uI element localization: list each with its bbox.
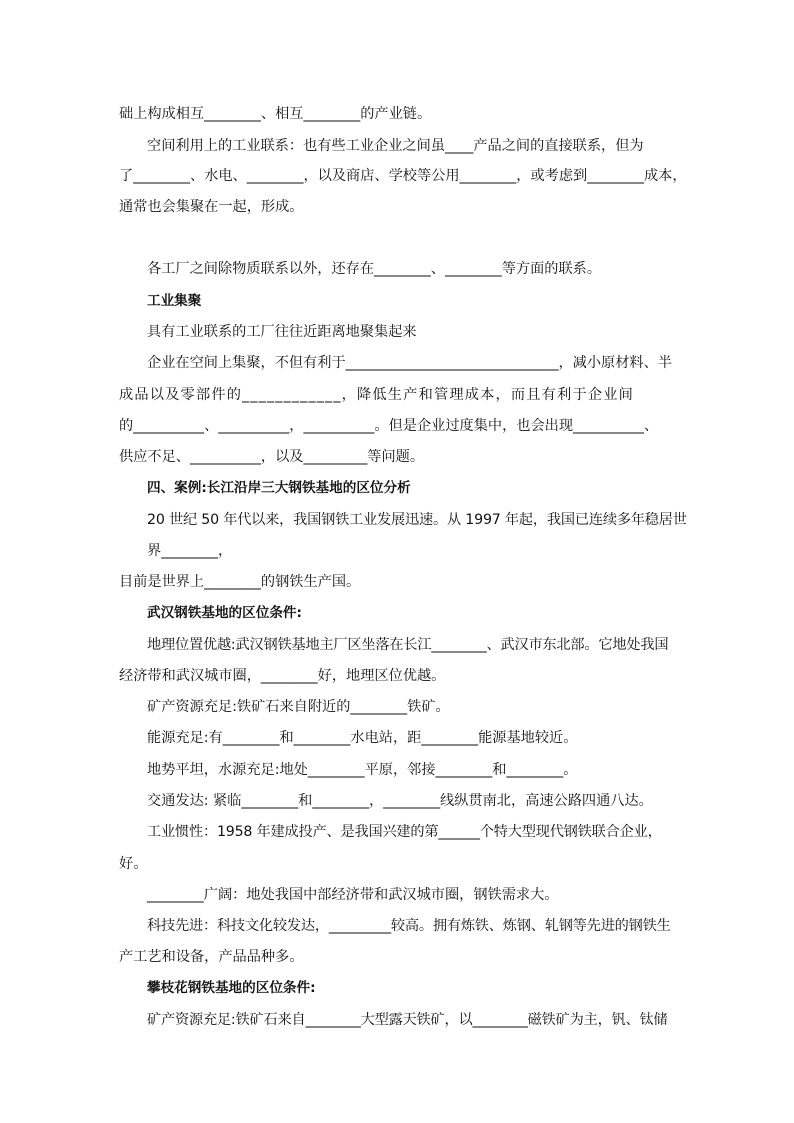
text-line: 目前是世界上________的钢铁生产国。	[119, 574, 361, 590]
text-line: 企业在空间上集聚，不但有利于______________________________，减小原材料、半	[147, 355, 672, 371]
text-line: 科技先进：科技文化较发达，_________较高。拥有炼铁、炼钢、轧钢等先进的钢铁生	[147, 918, 671, 934]
text-line: 经济带和武汉城市圈，________好，地理区位优越。	[119, 668, 446, 684]
text-line: 地势平坦，水源充足:地处________平原，邻接________和________。	[147, 762, 578, 778]
text-line: 工业惯性：1958 年建成投产、是我国兴建的第______个特大型现代钢铁联合企业，	[147, 824, 662, 840]
text-line: 的__________、__________，__________。但是企业过度集中，也会出现__________、	[119, 418, 659, 434]
text-line: 产工艺和设备，产品品种多。	[119, 949, 304, 965]
text-line: ________广阔：地处我国中部经济带和武汉城市圈，钢铁需求大。	[147, 887, 559, 903]
text-line: 各工厂之间除物质联系以外，还存在________、________等方面的联系。	[147, 261, 602, 277]
text-line: 供应不足、__________，以及_________等问题。	[119, 449, 425, 465]
text-line: 具有工业联系的工厂往往近距离地聚集起来	[147, 324, 417, 340]
text-line: 矿产资源充足:铁矿石来自附近的________铁矿。	[147, 699, 450, 715]
text-line: 地理位置优越:武汉钢铁基地主厂区坐落在长江________、武汉市东北部。它地处我国	[147, 637, 669, 653]
text-line: 能源充足:有________和________水电站，距________能源基地较近。	[147, 730, 578, 746]
text-line: 界________，	[147, 543, 233, 559]
text-line: 好。	[119, 856, 148, 872]
text-line: 础上构成相互________、相互________的产业链。	[119, 106, 432, 122]
text-line: 成品以及零部件的____________，降低生产和管理成本，而且有利于企业间	[119, 387, 634, 403]
text-line: 交通发达: 紧临________和________，________线纵贯南北，高速公路四通八达。	[147, 793, 653, 809]
text-line: 20 世纪 50 年代以来，我国钢铁工业发展迅速。从 1997 年起，我国已连续多年稳居世	[147, 512, 687, 528]
section-heading: 工业集聚	[147, 293, 202, 309]
text-line: 矿产资源充足:铁矿石来自________大型露天铁矿，以________磁铁矿为主，钒、钛储	[147, 1012, 668, 1028]
text-line: 通常也会集聚在一起，形成。	[119, 199, 304, 215]
section-heading: 武汉钢铁基地的区位条件:	[147, 605, 302, 621]
text-line: 了________、水电、________，以及商店、学校等公用________，或考虑到________成本，	[119, 168, 687, 184]
section-heading: 四、案例:长江沿岸三大钢铁基地的区位分析	[147, 480, 411, 496]
text-line: 空间利用上的工业联系：也有些工业企业之间虽____产品之间的直接联系，但为	[147, 138, 644, 154]
section-heading: 攀枝花钢铁基地的区位条件:	[147, 980, 316, 996]
